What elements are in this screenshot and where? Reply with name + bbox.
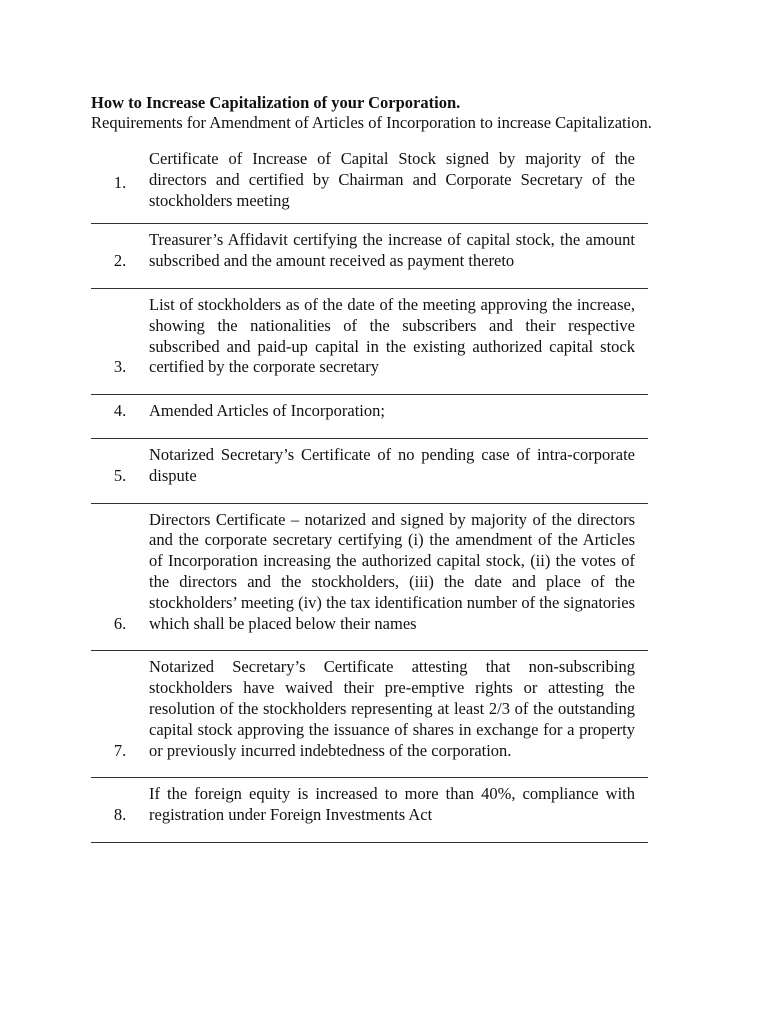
requirement-row-6 [91,503,648,651]
requirement-text: Certificate of Increase of Capital Stock signed by majority of the directors and certified by Chairman and Corporate Secretary of the stockholders meeting [149,143,648,224]
requirement-row-3 [91,288,648,394]
requirement-text: Amended Articles of Incorporation; [149,395,648,439]
requirement-row-4 [91,395,648,439]
requirement-number: 6. [91,503,149,651]
requirement-row-7 [91,651,648,778]
document-intro: Requirements for Amendment of Articles of Incorporation to increase Capitalization. [91,113,652,132]
requirement-text: List of stockholders as of the date of the meeting approving the increase, showing the nationalities of the subscribers and their respective subscribed and paid-up capital in the existing authorized capital stock certified by the corporate secretary [149,288,648,394]
requirement-text: Notarized Secretary’s Certificate of no pending case of intra-corporate dispute [149,438,648,503]
document-page [91,93,677,843]
requirement-number: 7. [91,651,149,778]
requirement-row-8 [91,778,648,843]
document-title: How to Increase Capitalization of your Corporation. [91,93,461,112]
requirement-number: 4. [91,395,149,439]
requirements-table [91,143,648,843]
requirement-text: Directors Certificate – notarized and signed by majority of the directors and the corporate secretary certifying (i) the amendment of the Articles of Incorporation increasing the authorized capital stock, (ii) the votes of the directors and the stockholders, (iii) the date and place of the stockholders’ meeting (iv) the tax identification number of the signatories which shall be placed below their names [149,503,648,651]
requirement-number: 3. [91,288,149,394]
requirement-row-5 [91,438,648,503]
requirement-text: If the foreign equity is increased to more than 40%, compliance with registration under Foreign Investments Act [149,778,648,843]
requirement-number: 1. [91,143,149,224]
requirement-text: Notarized Secretary’s Certificate attesting that non-subscribing stockholders have waived their pre-emptive rights or attesting the resolution of the stockholders representing at least 2/3 of the outstanding capital stock approving the issuance of shares in exchange for a property or previously incurred indebtedness of the corporation. [149,651,648,778]
requirement-text: Treasurer’s Affidavit certifying the increase of capital stock, the amount subscribed and the amount received as payment thereto [149,224,648,289]
requirement-row-1 [91,143,648,224]
requirement-number: 8. [91,778,149,843]
requirement-number: 5. [91,438,149,503]
requirement-row-2 [91,224,648,289]
requirement-number: 2. [91,224,149,289]
